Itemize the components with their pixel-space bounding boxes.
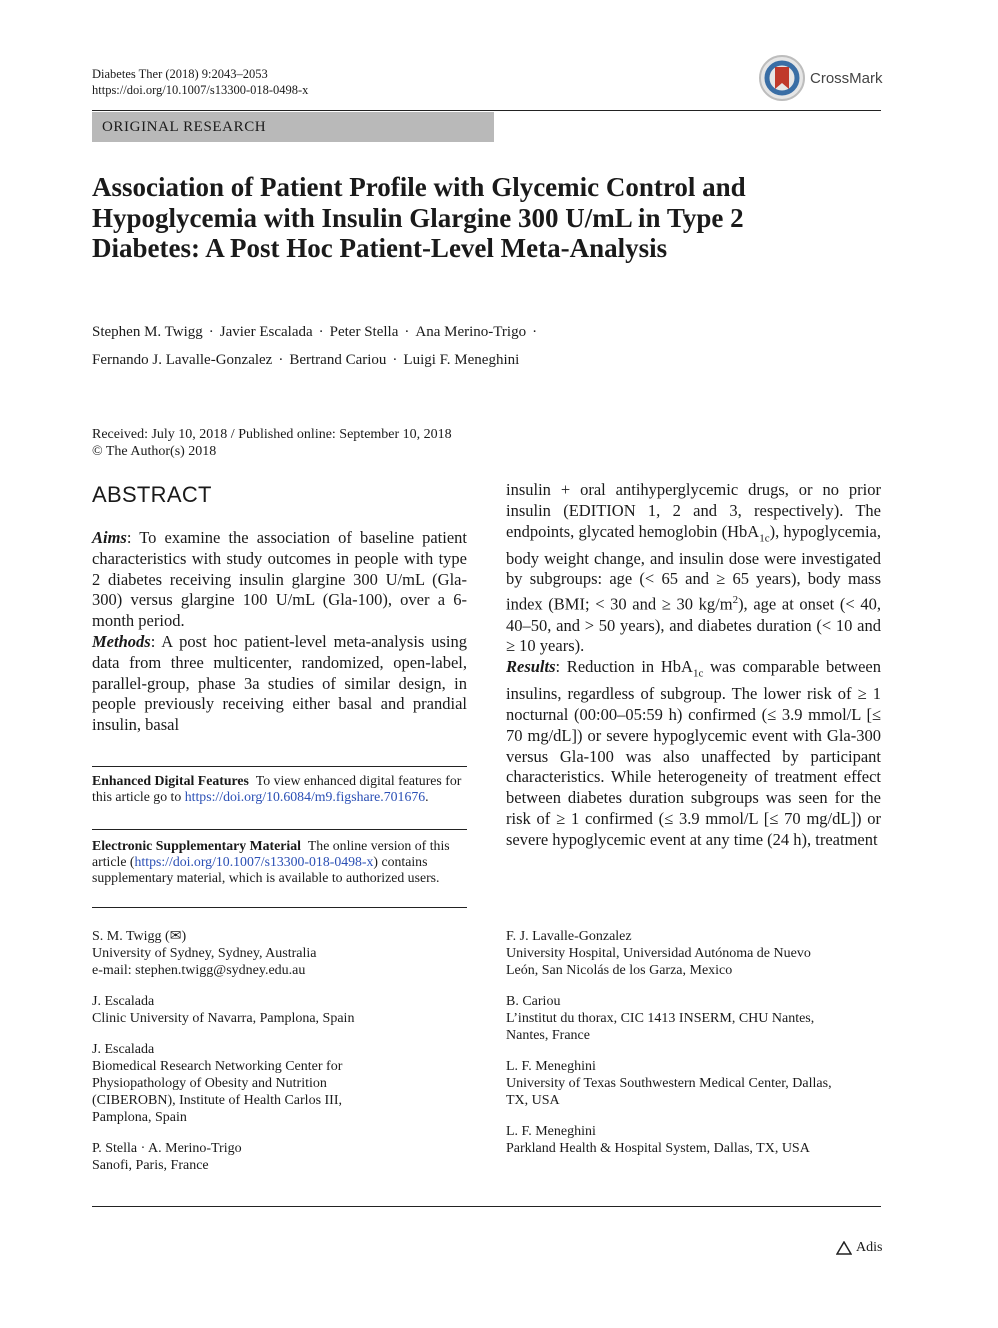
article-title: Association of Patient Profile with Glycemic Control and Hypoglycemia with Insulin Glargine 300 U/mL in Type 2 Diabetes: A Post Hoc Patient-Level Meta-Analysis (92, 172, 746, 263)
supplementary-box: Electronic Supplementary Material The online version of this article (https://doi.org/10.1007/s13300-018-0498-x) contains supplementary material, which is available to authorized users. (92, 838, 450, 885)
affiliation-block: J. Escalada Biomedical Research Networking Center for Physiopathology of Obesity and Nutrition (CIBEROBN), Institute of Health Carlos III, Pamplona, Spain (92, 1042, 343, 1125)
publisher-logo (836, 1240, 882, 1256)
author-name[interactable]: Bertrand Cariou (289, 352, 387, 368)
affiliation-block: F. J. Lavalle-Gonzalez University Hospital, Universidad Autónoma de Nuevo León, San Nicolás de los Garza, Mexico (506, 929, 811, 978)
figshare-link[interactable]: https://doi.org/10.6084/m9.figshare.701676 (184, 789, 426, 804)
author-name[interactable]: Luigi F. Meneghini (403, 352, 520, 368)
affiliation-block: L. F. Meneghini Parkland Health & Hospital System, Dallas, TX, USA (506, 1124, 810, 1156)
results-label: Results (506, 657, 556, 677)
publisher-name: Adis (856, 1240, 883, 1255)
copyright: © The Author(s) 2018 (92, 444, 217, 459)
article-type-banner: ORIGINAL RESEARCH (92, 112, 494, 142)
running-header (92, 66, 308, 98)
affiliation-block: B. Cariou L’institut du thorax, CIC 1413 INSERM, CHU Nantes, Nantes, France (506, 994, 815, 1043)
author-list (92, 318, 543, 374)
doi-link[interactable]: https://doi.org/10.1007/s13300-018-0498-x (92, 83, 309, 97)
affiliations-right (506, 928, 856, 1171)
received-date: Received: July 10, 2018 / Published online: September 10, 2018 (92, 427, 452, 442)
author-name[interactable]: Fernando J. Lavalle-Gonzalez (92, 352, 273, 368)
box-rule-bottom (92, 907, 467, 908)
adis-triangle-icon (836, 1241, 852, 1255)
author-line-1: Stephen M. Twigg · Javier Escalada · Peter Stella · Ana Merino-Trigo · (92, 324, 538, 340)
footer-rule (92, 1206, 881, 1207)
aims-paragraph: Aims: To examine the association of baseline patient characteristics with study outcomes in people with type 2 diabetes receiving insulin glargine 300 U/mL (Gla-300) versus glargine 100 U/mL (Gla-100), over a 6-month period. (92, 528, 467, 631)
header-rule (92, 110, 881, 111)
publication-dates (92, 426, 452, 460)
crossmark-label: CrossMark (810, 69, 883, 87)
crossmark-badge[interactable] (758, 54, 883, 102)
journal-citation: Diabetes Ther (2018) 9:2043–2053 (92, 67, 268, 81)
abstract-left-column (92, 528, 467, 736)
crossmark-icon (758, 54, 806, 102)
aims-label: Aims (92, 528, 127, 547)
supplementary-link[interactable]: https://doi.org/10.1007/s13300-018-0498-x (134, 854, 374, 869)
affiliation-block: S. M. Twigg (✉) University of Sydney, Sydney, Australia e-mail: stephen.twigg@sydney.edu.au (92, 928, 472, 979)
methods-paragraph: Methods: A post hoc patient-level meta-analysis using data from three multicenter, randomized, open-label, parallel-group, phase 3a studies of similar design, in people previously receiving either basal and prandial insulin, basal (92, 631, 467, 735)
author-name[interactable]: Stephen M. Twigg (92, 324, 203, 340)
supplementary-label: Electronic Supplementary Material (92, 838, 301, 853)
results-paragraph: Results: Reduction in HbA$_{1c}$ was comparable between insulins, regardless of subgroup. The lower risk of ≥ 1 nocturnal (00:00–05:59 h) confirmed (≤ 3.9 mmol/L [≤ 70 mg/dL]) or severe hypoglycemic event with Gla-300 versus Gla-100 was also unaffected by participant characteristics. While heterogeneity of treatment effect between diabetes duration subgroups was seen for the risk of ≥ 1 confirmed (≤ 3.9 mmol/L [≤ 70 mg/dL]) or severe hypoglycemic event at any time (24 h), treatment (506, 657, 881, 849)
affiliation-block: J. Escalada Clinic University of Navarra, Pamplona, Spain (92, 994, 355, 1026)
enhanced-label: Enhanced Digital Features (92, 773, 249, 788)
box-rule-middle (92, 829, 467, 830)
abstract-right-column (506, 480, 881, 851)
methods-continued: insulin + oral antihyperglycemic drugs, or no prior insulin (EDITION 1, 2 and 3, respectively). The endpoints, glycated hemoglobin (HbA$_{1c}$), hypoglycemia, body weight change, and insulin dose were investigated by subgroups: age (< 65 and ≥ 65 years), body mass index (BMI; < 30 and ≥ 30 $kg/m^2$), age at onset (< 40, 40–50, and > 50 years), and diabetes duration (< 10 and ≥ 10 years). (506, 480, 881, 656)
box-rule-top (92, 766, 467, 767)
author-name[interactable]: Javier Escalada (219, 324, 313, 340)
author-name[interactable]: Ana Merino-Trigo (415, 324, 527, 340)
methods-label: Methods (92, 631, 151, 651)
enhanced-features-box: Enhanced Digital Features To view enhanced digital features for this article go to https://doi.org/10.6084/m9.figshare.701676. (92, 773, 462, 804)
email-link[interactable]: e-mail: stephen.twigg@sydney.edu.au (92, 963, 306, 978)
author-name[interactable]: Peter Stella (329, 324, 399, 340)
abstract-heading: ABSTRACT (92, 482, 212, 507)
affiliation-block: P. Stella · A. Merino-Trigo Sanofi, Paris, France (92, 1141, 242, 1173)
author-line-2: Fernando J. Lavalle-Gonzalez · Bertrand Cariou · Luigi F. Meneghini (92, 352, 520, 368)
affiliation-block: L. F. Meneghini University of Texas Southwestern Medical Center, Dallas, TX, USA (506, 1059, 832, 1108)
affiliations-left (92, 928, 472, 1188)
